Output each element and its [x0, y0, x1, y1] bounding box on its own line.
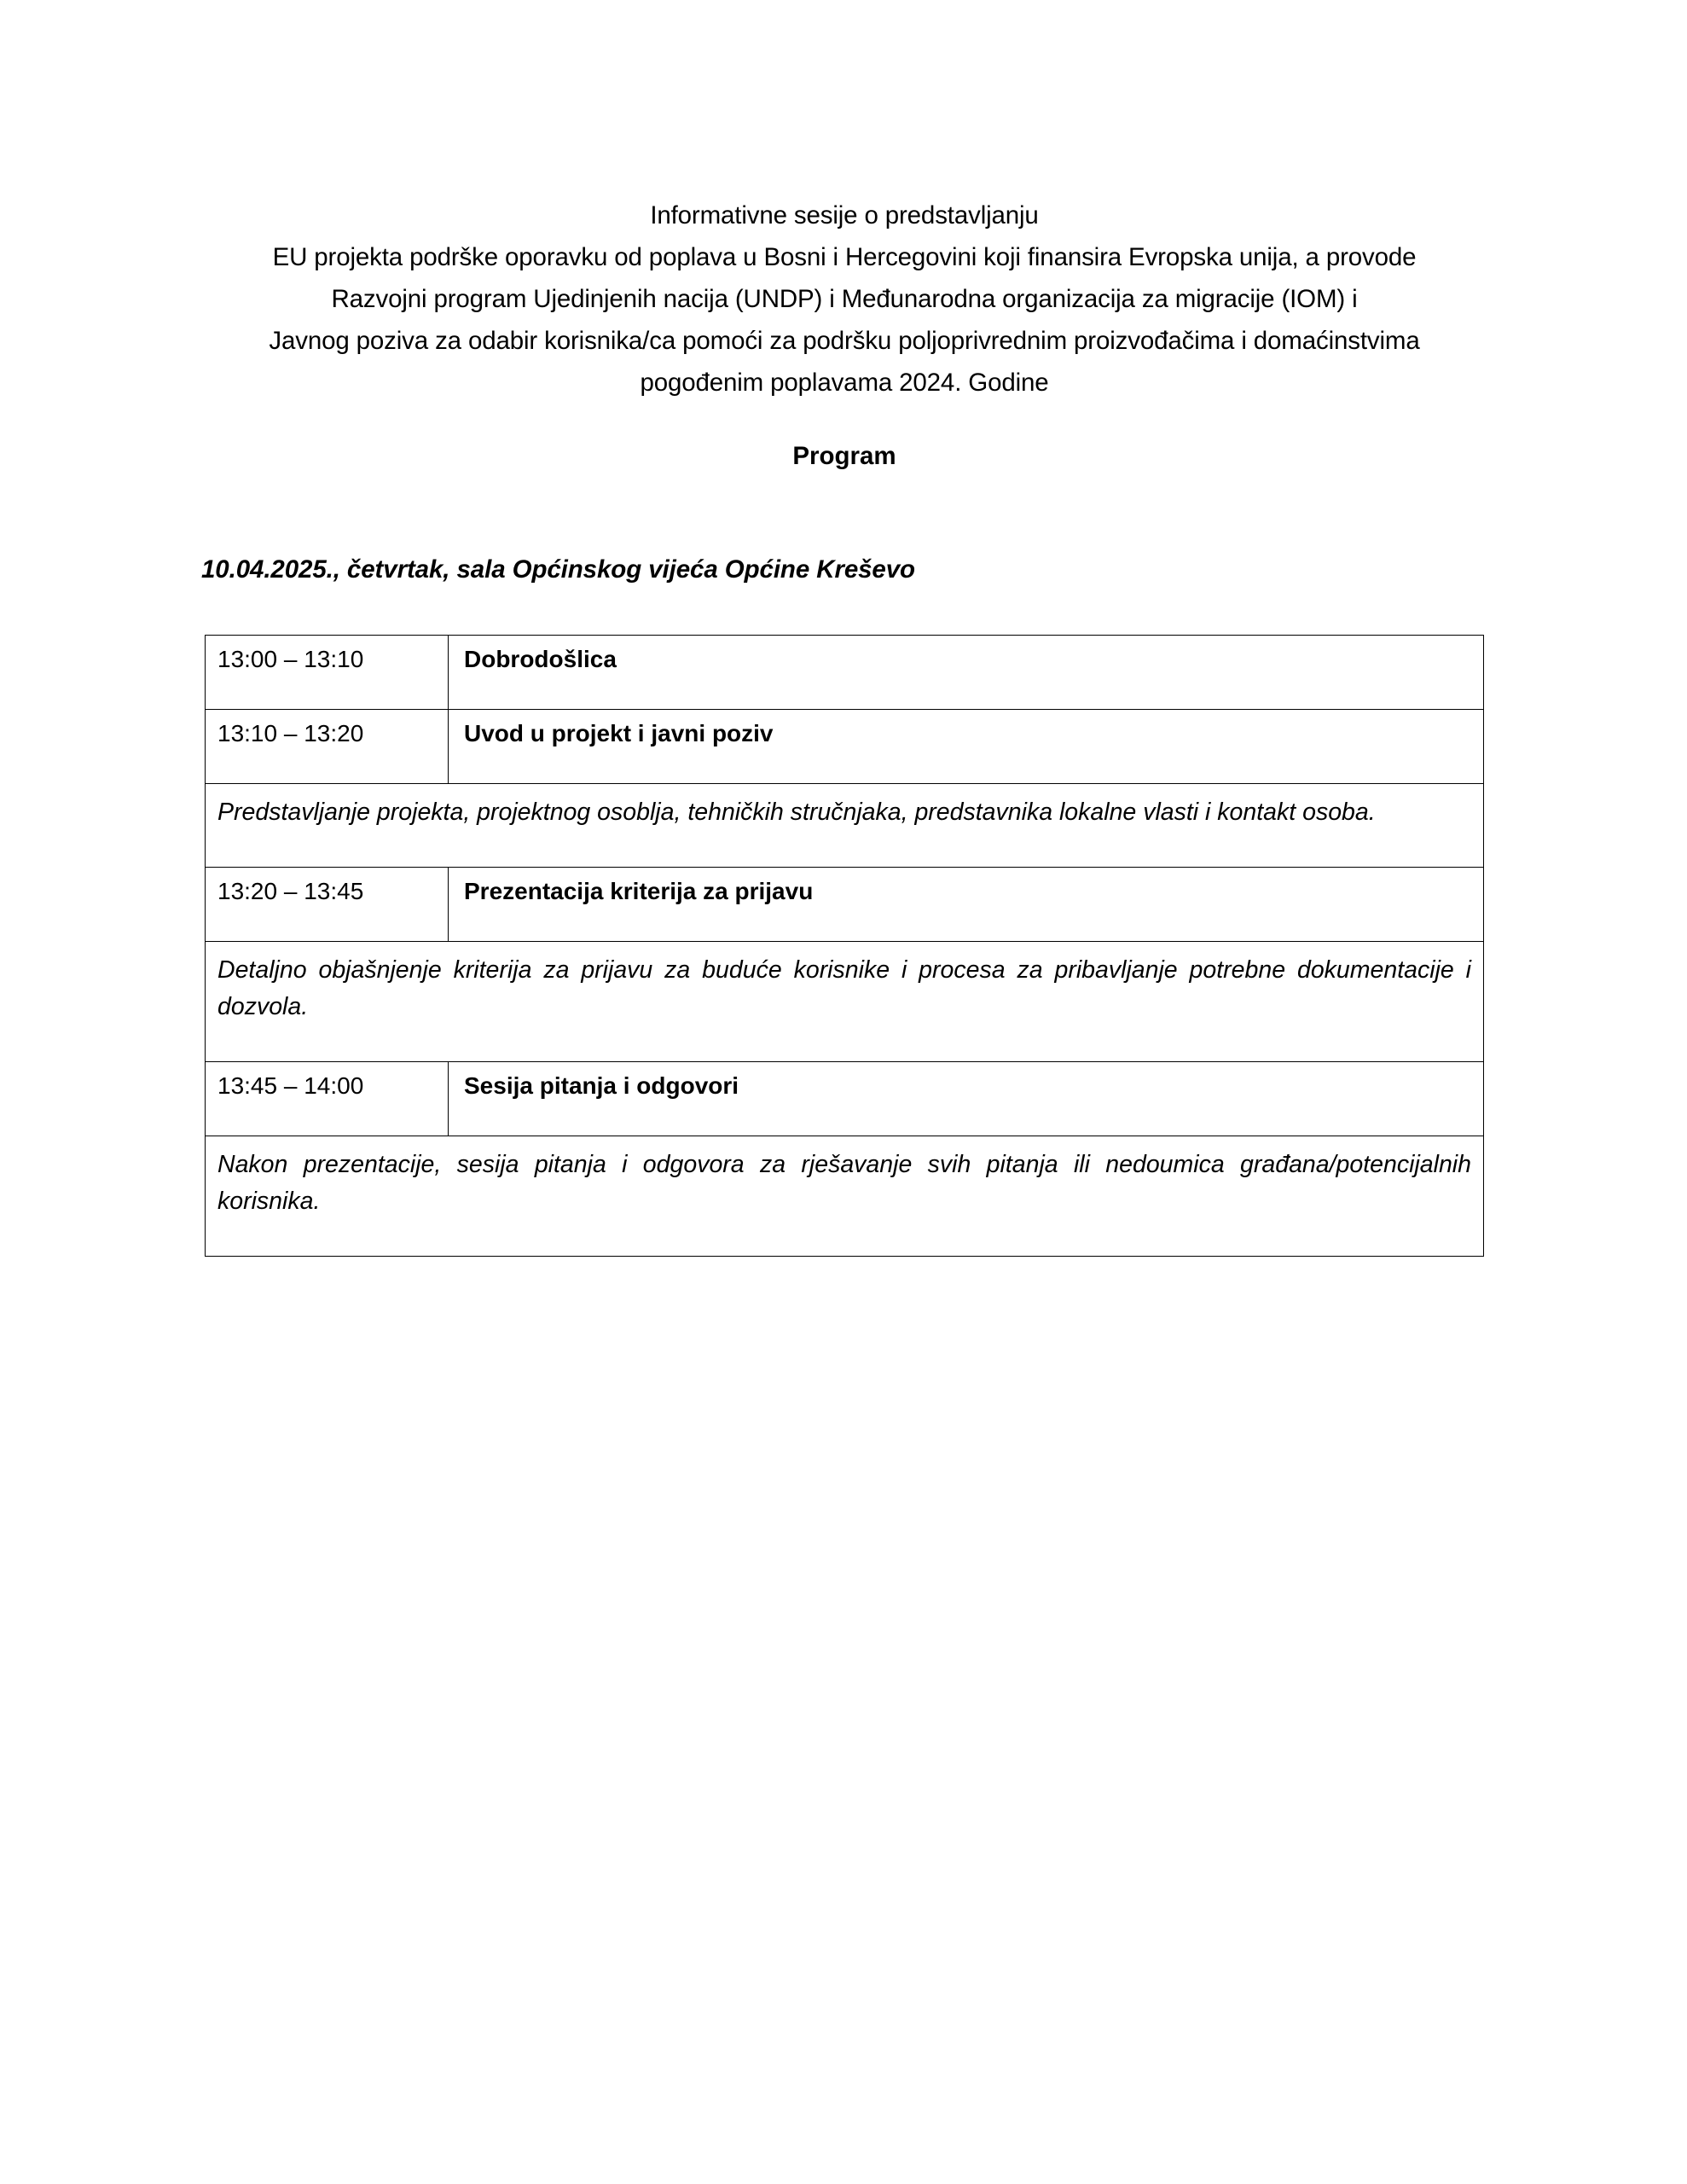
table-row	[206, 1062, 1484, 1136]
table-row-description	[206, 1136, 1484, 1257]
session-title: Prezentacija kriterija za prijavu	[449, 868, 1484, 942]
session-title: Dobrodošlica	[449, 636, 1484, 710]
session-description: Nakon prezentacije, sesija pitanja i odgovora za rješavanje svih pitanja ili nedoumica građana/potencijalnih korisnika.	[206, 1136, 1484, 1257]
table-row-description	[206, 784, 1484, 868]
header-line-4: Javnog poziva za odabir korisnika/ca pomoći za podršku poljoprivrednim proizvođačima i domaćinstvima	[269, 327, 1420, 355]
table-row	[206, 636, 1484, 710]
table-row	[206, 868, 1484, 942]
table-row	[206, 710, 1484, 784]
session-time: 13:20 – 13:45	[206, 868, 449, 942]
document-header	[205, 195, 1484, 404]
header-line-1: Informativne sesije o predstavljanju	[650, 201, 1039, 229]
session-time: 13:45 – 14:00	[206, 1062, 449, 1136]
program-heading: Program	[792, 442, 896, 470]
date-venue-line: 10.04.2025., četvrtak, sala Općinskog vijeća Općine Kreševo	[201, 555, 915, 584]
header-line-5: pogođenim poplavama 2024. Godine	[640, 369, 1049, 397]
session-time: 13:10 – 13:20	[206, 710, 449, 784]
header-line-2: EU projekta podrške oporavku od poplava u Bosni i Hercegovini koji finansira Evropska unija, a provode	[272, 243, 1417, 271]
session-time: 13:00 – 13:10	[206, 636, 449, 710]
header-line-3: Razvojni program Ujedinjenih nacija (UNDP) i Međunarodna organizacija za migracije (IOM) i	[331, 285, 1358, 313]
session-description: Predstavljanje projekta, projektnog osoblja, tehničkih stručnjaka, predstavnika lokalne vlasti i kontakt osoba.	[206, 784, 1484, 868]
program-schedule-table	[205, 635, 1484, 1257]
session-title: Uvod u projekt i javni poziv	[449, 710, 1484, 784]
session-description: Detaljno objašnjenje kriterija za prijavu za buduće korisnike i procesa za pribavljanje potrebne dokumentacije i dozvola.	[206, 942, 1484, 1062]
session-title: Sesija pitanja i odgovori	[449, 1062, 1484, 1136]
table-row-description	[206, 942, 1484, 1062]
